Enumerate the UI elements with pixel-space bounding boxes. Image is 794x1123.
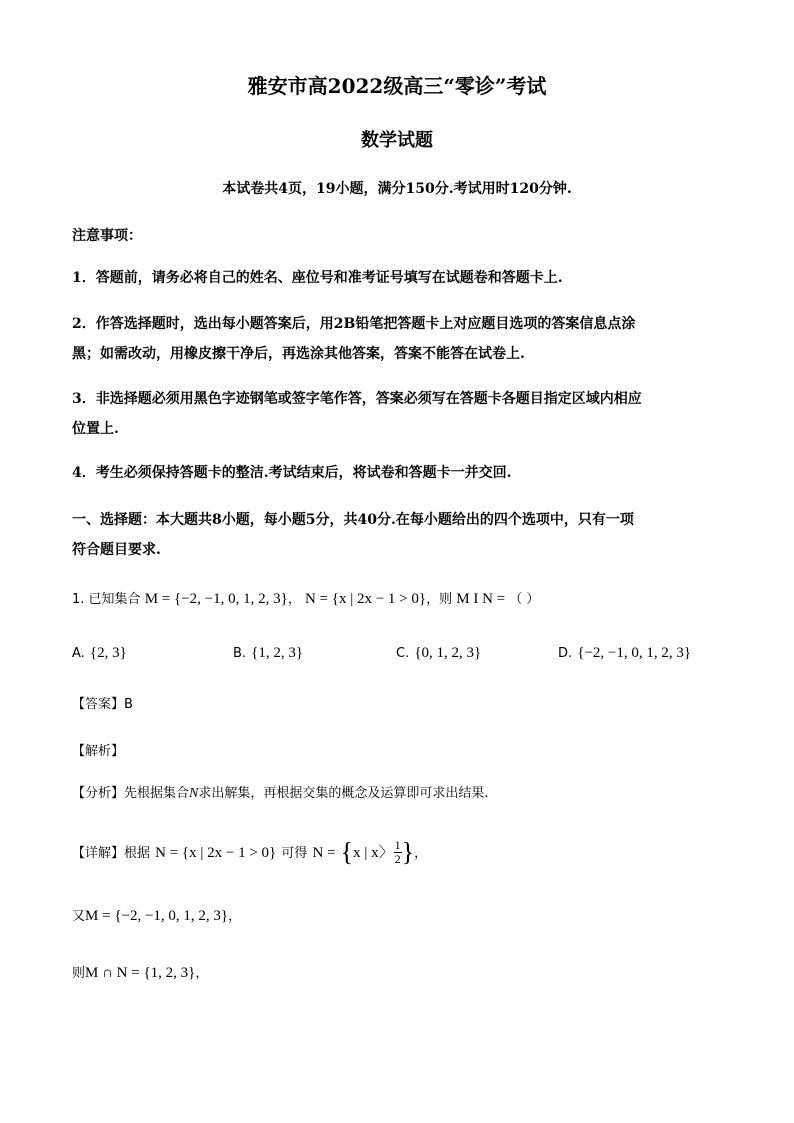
detail-set-inner: x | x bbox=[353, 845, 379, 861]
note-item-2-line2: 黑；如需改动，用橡皮擦干净后，再选涂其他答案，答案不能答在试卷上. bbox=[72, 346, 525, 362]
gt-sign: 〉 bbox=[378, 845, 394, 861]
again-prefix: 又 bbox=[72, 909, 86, 924]
question-1-prefix: 1. 已知集合 bbox=[72, 592, 141, 607]
section1-line1: 一、选择题：本大题共8小题，每小题5分，共40分.在每小题给出的四个选项中，只有一项 bbox=[72, 512, 634, 528]
fenxi-suffix: 求出解集，再根据交集的概念及运算即可求出结果. bbox=[198, 786, 489, 801]
option-a-label: A. bbox=[72, 646, 85, 661]
detail-mid: 可得 bbox=[281, 846, 308, 861]
again-end: ， bbox=[228, 909, 242, 924]
left-brace: { bbox=[340, 837, 354, 867]
detail-set: N = {x | 2x − 1 > 0} bbox=[155, 845, 277, 861]
fenxi-prefix: 【分析】先根据集合 bbox=[72, 786, 190, 801]
right-brace: } bbox=[401, 837, 415, 867]
note-item-2-line1: 2．作答选择题时，选出每小题答案后，用2B铅笔把答题卡上对应题目选项的答案信息点涂 bbox=[72, 316, 636, 332]
again-set: M = {−2, −1, 0, 1, 2, 3} bbox=[85, 908, 229, 924]
option-d bbox=[558, 642, 691, 662]
again-line bbox=[72, 905, 241, 925]
analysis-label: 【解析】 bbox=[72, 744, 125, 759]
option-b-label: B. bbox=[233, 646, 247, 661]
question-1-expr: M I N = bbox=[456, 591, 506, 607]
section1-line2: 符合题目要求. bbox=[72, 542, 161, 558]
then-set: M ∩ N = {1, 2, 3} bbox=[85, 965, 196, 981]
detail-n: N = bbox=[312, 845, 336, 861]
note-item-4: 4．考生必须保持答题卡的整洁.考试结束后，将试卷和答题卡一并交回. bbox=[72, 465, 512, 481]
option-b-value: {1, 2, 3} bbox=[251, 645, 304, 661]
answer-label: 【答案】B bbox=[72, 697, 133, 712]
then-line bbox=[72, 962, 208, 982]
then-prefix: 则 bbox=[72, 966, 86, 981]
note-item-3-line2: 位置上. bbox=[72, 421, 119, 437]
question-1-paren: （ ） bbox=[509, 592, 540, 607]
exam-title: 雅安市高2022级高三“零诊”考试 bbox=[247, 74, 547, 98]
fenxi-var: N bbox=[189, 786, 199, 801]
question-1-then: ，则 bbox=[426, 592, 453, 607]
option-c-label: C. bbox=[396, 646, 410, 661]
detail-line bbox=[72, 832, 427, 872]
fenxi-line bbox=[72, 782, 489, 802]
option-a bbox=[72, 642, 127, 662]
option-d-value: {−2, −1, 0, 1, 2, 3} bbox=[577, 645, 692, 661]
option-a-value: {2, 3} bbox=[89, 645, 127, 661]
exam-subtitle: 数学试题 bbox=[361, 130, 433, 151]
note-item-3-line1: 3．非选择题必须用黑色字迹钢笔或签字笔作答，答案必须写在答题卡各题目指定区域内相应 bbox=[72, 391, 642, 407]
fraction-one-half bbox=[394, 839, 402, 866]
fraction-numerator: 1 bbox=[394, 838, 401, 852]
question-1-comma: ， bbox=[287, 592, 301, 607]
exam-intro: 本试卷共4页，19小题，满分150分.考试用时120分钟. bbox=[222, 181, 572, 197]
question-1-set-m: M = {−2, −1, 0, 1, 2, 3} bbox=[144, 591, 288, 607]
question-1-set-n: N = {x | 2x − 1 > 0} bbox=[304, 591, 427, 607]
notes-heading: 注意事项： bbox=[72, 228, 142, 244]
then-end: ， bbox=[195, 966, 209, 981]
option-c bbox=[396, 642, 481, 662]
option-b bbox=[233, 642, 303, 662]
option-c-value: {0, 1, 2, 3} bbox=[414, 645, 482, 661]
question-1 bbox=[72, 588, 539, 608]
detail-end: ， bbox=[414, 846, 428, 861]
note-item-1: 1．答题前，请务必将自己的姓名、座位号和准考证号填写在试题卷和答题卡上. bbox=[72, 270, 563, 286]
option-d-label: D. bbox=[558, 646, 573, 661]
fraction-denominator: 2 bbox=[394, 852, 401, 866]
detail-prefix: 【详解】根据 bbox=[72, 846, 151, 861]
